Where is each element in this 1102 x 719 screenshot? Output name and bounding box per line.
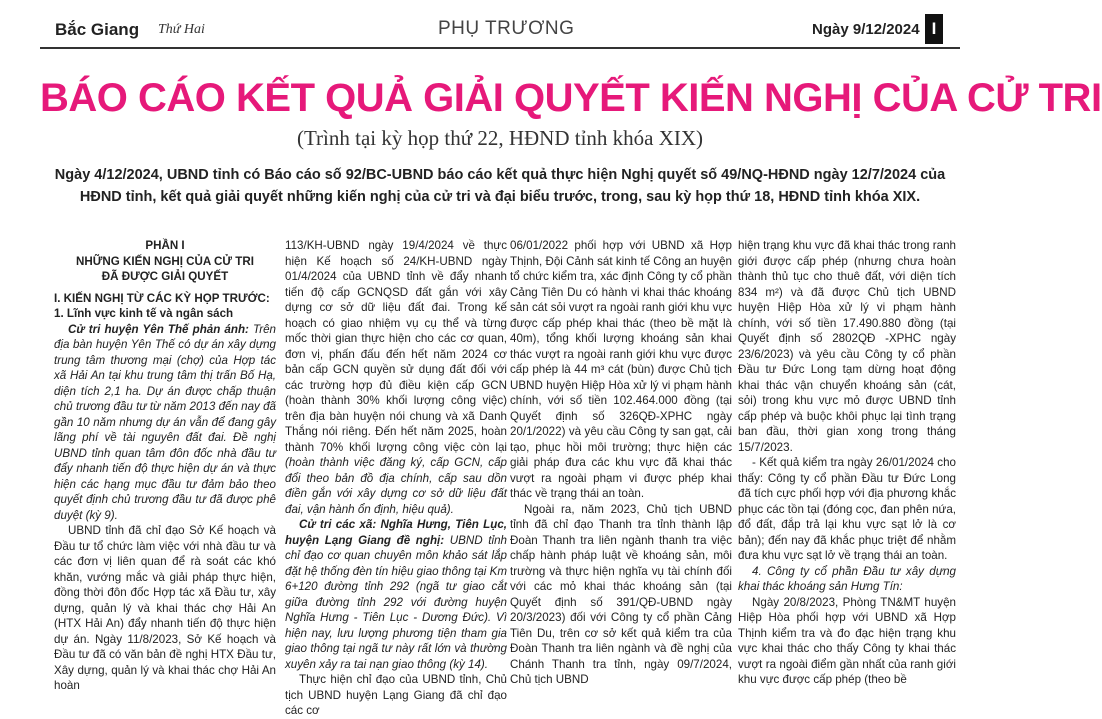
headline: BÁO CÁO KẾT QUẢ GIẢI QUYẾT KIẾN NGHỊ CỦA CỬ TRI <box>40 76 1102 120</box>
column-2 <box>285 238 507 717</box>
newspaper-brand: Bắc Giang <box>55 20 140 39</box>
part-label: PHẦN I <box>145 239 185 252</box>
column-1 <box>54 238 276 692</box>
subsection-heading: 1. Lĩnh vực kinh tế và ngân sách <box>54 307 234 320</box>
body-paragraph: 06/01/2022 phối hợp với UBND xã Hợp Thịnh, Đội Cảnh sát kinh tế Công an huyện tổ chức kiểm tra, xác định Công ty cổ phần Cảng Tiên Du có hành vi khai thác khoáng sản cát sỏi vượt ra ngoài ranh giới khu vực được cấp phép khai thác (theo bề mặt là 40m), tổng khối lượng khoáng sản khai thác vượt ra ngoài ranh giới khu vực được cấp phép là 44 m³ cát (bùn) được Chủ tịch UBND huyện Hiệp Hòa xử lý vi phạm hành chính, với số tiền 102.464.000 đồng (tại Quyết định số 326QĐ-XPHC ngày 20/1/2022) và yêu cầu Công ty san gạt, cải tạo, phục hồi môi trường; thực hiện các giải pháp đưa các khu vực đã khai thác vượt ra ngoài phạm vi được phép khai thác về trạng thái an toàn. <box>510 239 732 500</box>
voter-label: Cử tri huyện Yên Thế phản ánh: <box>68 322 249 336</box>
body-paragraph: Thực hiện chỉ đạo của UBND tỉnh, Chủ tịch UBND huyện Lạng Giang đã chỉ đạo các cơ <box>285 673 507 717</box>
lead-paragraph: Ngày 4/12/2024, UBND tỉnh có Báo cáo số 92/BC-UBND báo cáo kết quả thực hiện Nghị quyết số 49/NQ-HĐND ngày 12/7/2024 của HĐND tỉnh, kết quả giải quyết những kiến nghị của cử tri và đại biểu trước, trong, sau kỳ họp thứ 18, HĐND tỉnh khóa XIX. <box>54 167 946 205</box>
body-paragraph: Ngày 20/8/2023, Phòng TN&MT huyện Hiệp Hòa phối hợp với UBND xã Hợp Thịnh kiểm tra và đo đạc hiện trạng khu vực khai thác cho thấy Công ty khai thác vượt ra ngoài điểm gần nhất của ranh giới khu vực được cấp phép (theo bề <box>738 595 956 686</box>
part-title-line-2: ĐÃ ĐƯỢC GIẢI QUYẾT <box>101 270 229 283</box>
section-heading: I. KIẾN NGHỊ TỪ CÁC KỲ HỌP TRƯỚC: <box>54 291 270 305</box>
body-paragraph <box>285 238 507 517</box>
weekday: Thứ Hai <box>158 22 205 37</box>
column-3 <box>510 238 732 686</box>
header-rule <box>40 47 960 49</box>
column-4 <box>738 238 956 686</box>
voter-petition <box>285 517 507 672</box>
voter-petition <box>54 322 276 524</box>
subsection-heading: 4. Công ty cổ phần Đầu tư xây dựng khai thác khoáng sản Hưng Tín: <box>738 564 956 593</box>
body-paragraph: hiện trạng khu vực đã khai thác trong ranh giới được cấp phép (nhưng chưa hoàn thành thủ tục cho thuê đất, với diện tích 834 m²) và đã được Chủ tịch UBND huyện Hiệp Hòa xử lý vi phạm hành chính, với số tiền 17.490.880 đồng (tại Quyết định số 2802QĐ -XPHC ngày 23/6/2023) và yêu cầu Công ty cổ phần Đầu tư Đức Long tạm dừng hoạt động khai thác vận chuyển khoáng sản (cát, sỏi) trong khu vực mỏ được UBND tỉnh cấp phép và buộc khôi phục lại tình trạng ban đầu, thời gian xong trong tháng 15/7/2023. <box>738 239 956 454</box>
response-paragraph: UBND tỉnh đã chỉ đạo Sở Kế hoạch và Đầu tư tổ chức làm việc với nhà đầu tư và các đơn vị liên quan để rà soát các khó khăn, vướng mắc và giải pháp thực hiện, đồng thời đôn đốc Hợp tác xã Đầu tư, xây dựng, quản lý và khai thác chợ Hải An (HTX Hải An) đẩy nhanh tiến độ thực hiện dự án. Ngày 11/8/2023, Sở Kế hoạch và Đầu tư đã có văn bản đề nghị HTX Đầu tư, Xây dựng, quản lý và khai thác chợ Hải An hoàn <box>54 524 276 692</box>
voter-text: UBND tỉnh chỉ đạo cơ quan chuyên môn khảo sát lắp đặt hệ thống đèn tín hiệu giao thông tại Km 6+120 đường tỉnh 292 (ngã tư giao cắt giữa đường tỉnh 292 với đường huyện Nghĩa Hưng - Tiên Lục - Dương Đức). Vì hiện nay, lưu lượng phương tiện tham gia giao thông tại ngã tư này rất lớn và thường xuyên xảy ra tai nạn giao thông (kỳ 14). <box>285 533 507 671</box>
voter-text: Trên địa bàn huyện Yên Thế có dự án xây dựng trung tâm thương mại (chợ) của Hợp tác xã Hải An tại khu trung tâm thị trấn Bố Hạ, diện tích 2,1 ha. Dự án được chấp thuận chủ trương đầu tư từ năm 2013 đến nay đã gần 10 năm nhưng dự án vẫn để đang gây lãng phí về tài nguyên đất đai. Đề nghị UBND tỉnh quan tâm đôn đốc nhà đầu tư đẩy nhanh tiến độ thực hiện dự án và thực hiện các hạng mục đầu tư đảm bảo theo quyết định chủ trương đầu tư đã được phê duyệt (kỳ 9). <box>54 322 276 522</box>
voter-label: Cử tri các xã: Nghĩa Hưng, Tiên Lục, huyện Lạng Giang đề nghị: <box>285 518 507 547</box>
part-title-line-1: NHỮNG KIẾN NGHỊ CỦA CỬ TRI <box>76 254 254 268</box>
masthead <box>40 18 960 44</box>
body-text-italic: (hoàn thành việc đăng ký, cấp GCN, cấp đổi theo bản đồ địa chính, cấp sau dồn điền gắn với xây dựng cơ sở dữ liệu đất đai, vận hành ổn định, hiệu quả). <box>285 456 507 516</box>
body-paragraph: Ngoài ra, năm 2023, Chủ tịch UBND tỉnh đã chỉ đạo Thanh tra tỉnh thành lập Đoàn Thanh tra liên ngành thanh tra việc chấp hành pháp luật về khoáng sản, môi trường và thực hiện nghĩa vụ tài chính đối với các mỏ khai thác khoáng sản (tại Quyết định số 391/QĐ-UBND ngày 20/3/2023) đối với Công ty cổ phần Cảng Tiên Du, trên cơ sở kết quả kiểm tra của Đoàn Thanh tra liên ngành và đề nghị của Chánh Thanh tra tỉnh, ngày 09/7/2024, Chủ tịch UBND <box>510 502 732 686</box>
issue-date: Ngày 9/12/2024 <box>812 21 920 38</box>
section-title: PHỤ TRƯƠNG <box>438 18 575 39</box>
subtitle: (Trình tại kỳ họp thứ 22, HĐND tỉnh khóa XIX) <box>296 126 704 150</box>
page-number: I <box>925 14 943 44</box>
body-text: 113/KH-UBND ngày 19/4/2024 về thực hiện Kế hoạch số 24/KH-UBND ngày 01/4/2024 của UBND tỉnh về đẩy nhanh tiến độ cấp GCNQSD đất gắn với xây dựng cơ sở dữ liệu đất đai. Trong kế hoạch có giao nhiệm vụ cụ thể và từng mốc thời gian thực hiện cho các cơ quan, đơn vị, phấn đấu đến hết năm 2024 cơ bản cấp GCN quyền sử dụng đất đối với các trường hợp đủ điều kiện cấp GCN (hoàn thành 30% khối lượng công việc) trên địa bàn huyện nói chung và xã Danh Thắng nói riêng. Đến hết năm 2025, hoàn thành 70% khối lượng công việc còn lại <box>285 239 507 454</box>
body-paragraph: - Kết quả kiểm tra ngày 26/01/2024 cho thấy: Công ty cổ phần Đầu tư Đức Long đã tích cực phối hợp với địa phương khắc phục các tồn tại (đóng cọc, đan phên nứa, đổ đất, đắp trả lại khu vực sạt lở là cơ bản); đến nay đã khắc phục triệt để nhằm đưa khu vực sạt lở về trạng thái an toàn. <box>738 456 956 562</box>
